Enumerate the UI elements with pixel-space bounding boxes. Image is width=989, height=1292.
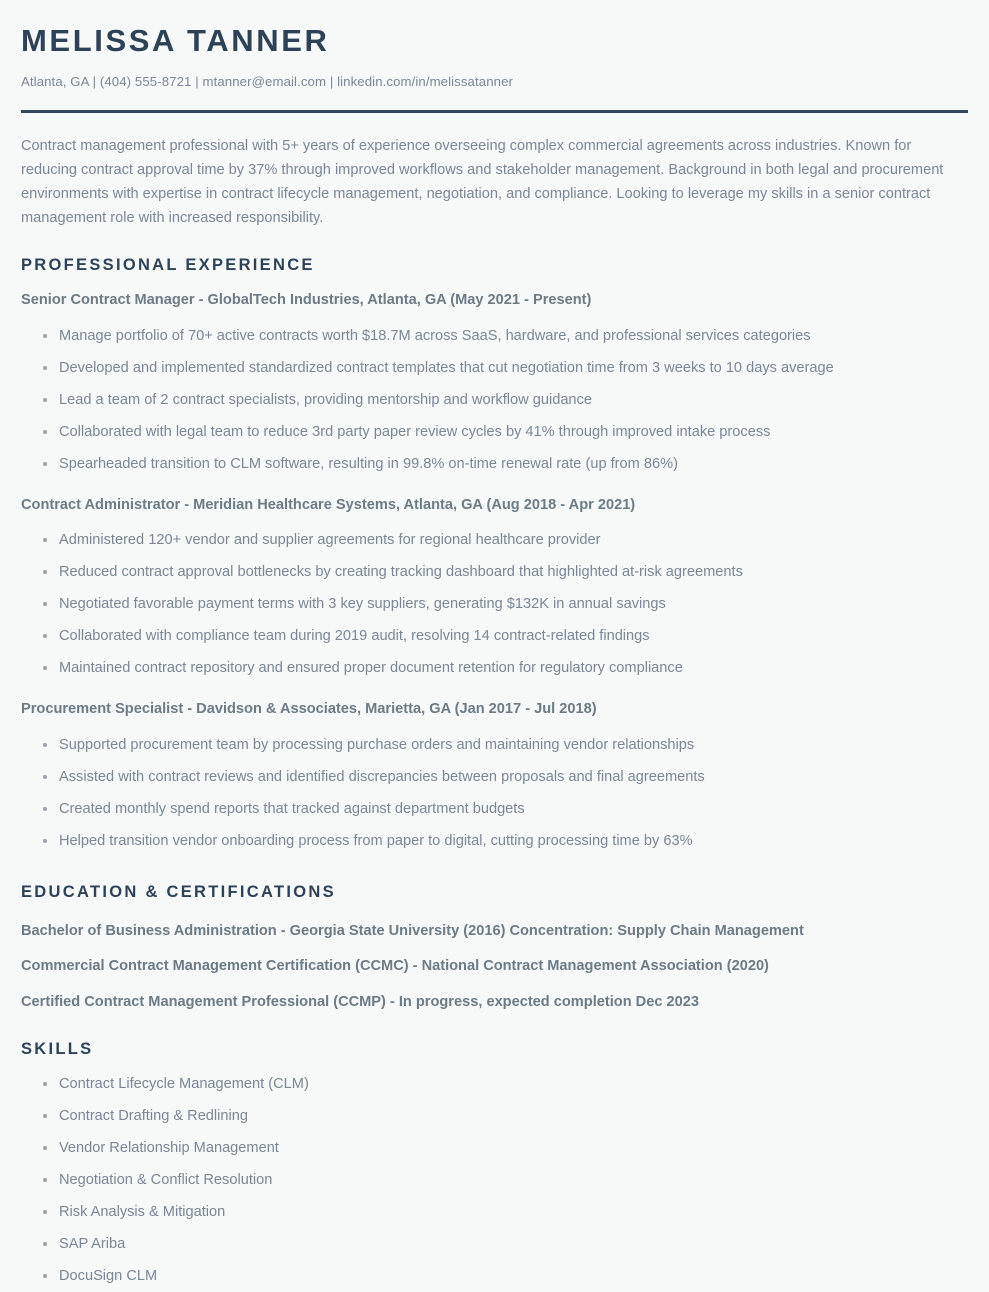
list-item [21,384,968,416]
bullet-icon [43,462,47,466]
list-item-text: DocuSign CLM [59,1268,158,1285]
professional-summary: Contract management professional with 5+ years of experience overseeing complex commercial agreements across industries. Known for reducing contract approval time by 37% through improved workflows and stakeholder management. Background in both legal and procurement environments with expertise in contract lifecycle management, negotiation, and compliance. Looking to leverage my skills in a senior contract management role with increased responsibility. [21,137,944,226]
section-heading-experience: PROFESSIONAL EXPERIENCE [21,255,315,274]
bullet-icon [43,634,47,638]
section-heading-education: EDUCATION & CERTIFICATIONS [21,882,336,901]
list-item [21,1196,968,1228]
list-item [21,1132,968,1164]
list-item-text: Contract Drafting & Redlining [59,1108,248,1125]
job-title: Contract Administrator - Meridian Healthcare Systems, Atlanta, GA (Aug 2018 - Apr 2021) [21,496,636,513]
education-entry: Bachelor of Business Administration - Georgia State University (2016) Concentration: Supply Chain Management [21,922,804,939]
list-item [21,1100,968,1132]
list-item-text: Collaborated with compliance team during 2019 audit, resolving 14 contract-related findings [59,628,650,645]
list-item-text: Maintained contract repository and ensured proper document retention for regulatory compliance [59,660,683,677]
experience-entry [21,700,968,857]
skills-list [21,1068,968,1292]
list-item-text: Administered 120+ vendor and supplier agreements for regional healthcare provider [59,532,601,549]
list-item-text: Supported procurement team by processing purchase orders and maintaining vendor relationships [59,736,695,753]
list-item-text: Negotiation & Conflict Resolution [59,1172,273,1189]
contact-line: Atlanta, GA | (404) 555-8721 | mtanner@email.com | linkedin.com/in/melissatanner [21,73,513,89]
list-item-text: Developed and implemented standardized contract templates that cut negotiation time from 3 weeks to 10 days average [59,359,834,376]
list-item-text: Spearheaded transition to CLM software, resulting in 99.8% on-time renewal rate (up from 86%) [59,455,678,472]
list-item-text: Assisted with contract reviews and identified discrepancies between proposals and final agreements [59,768,705,785]
bullet-icon [43,538,47,542]
list-item-text: Contract Lifecycle Management (CLM) [59,1076,309,1093]
list-item-text: Collaborated with legal team to reduce 3rd party paper review cycles by 41% through improved intake process [59,423,771,440]
list-item-text: Created monthly spend reports that tracked against department budgets [59,800,525,817]
bullet-icon [43,398,47,402]
education-entry: Certified Contract Management Professional (CCMP) - In progress, expected completion Dec 2023 [21,993,699,1010]
bullet-icon [43,366,47,370]
section-heading-skills: SKILLS [21,1040,94,1059]
list-item [21,793,968,825]
list-item-text: Risk Analysis & Mitigation [59,1204,226,1221]
list-item [21,524,968,556]
list-item [21,729,968,761]
list-item [21,825,968,857]
list-item [21,416,968,448]
list-item [21,1068,968,1100]
bullet-icon [43,1242,47,1246]
list-item-text: Helped transition vendor onboarding process from paper to digital, cutting processing time by 63% [59,832,693,849]
job-title: Senior Contract Manager - GlobalTech Industries, Atlanta, GA (May 2021 - Present) [21,291,592,308]
list-item-text: SAP Ariba [59,1236,126,1253]
bullet-icon [43,1082,47,1086]
bullet-icon [43,666,47,670]
job-title: Procurement Specialist - Davidson & Associates, Marietta, GA (Jan 2017 - Jul 2018) [21,701,597,718]
list-item [21,448,968,480]
list-item-text: Negotiated favorable payment terms with 3 key suppliers, generating $132K in annual savings [59,596,666,613]
bullet-icon [43,570,47,574]
bullet-icon [43,430,47,434]
list-item [21,352,968,384]
bullet-icon [43,807,47,811]
list-item [21,1228,968,1260]
list-item-text: Lead a team of 2 contract specialists, providing mentorship and workflow guidance [59,391,592,408]
bullet-icon [43,334,47,338]
bullet-icon [43,1210,47,1214]
education-entry: Commercial Contract Management Certification (CCMC) - National Contract Management Association (2020) [21,958,769,975]
list-item [21,556,968,588]
list-item [21,620,968,652]
bullet-icon [43,1178,47,1182]
job-bullet-list [21,729,968,857]
page-title: MELISSA TANNER [21,23,330,58]
bullet-icon [43,839,47,843]
list-item [21,652,968,684]
header-divider [21,110,968,113]
list-item-text: Reduced contract approval bottlenecks by creating tracking dashboard that highlighted at-risk agreements [59,564,743,581]
job-bullet-list [21,524,968,684]
job-bullet-list [21,320,968,480]
bullet-icon [43,743,47,747]
bullet-icon [43,1274,47,1278]
list-item-text: Vendor Relationship Management [59,1140,279,1157]
list-item [21,1164,968,1196]
list-item [21,588,968,620]
experience-entry [21,496,968,685]
list-item [21,1260,968,1292]
list-item-text: Manage portfolio of 70+ active contracts worth $18.7M across SaaS, hardware, and professional services categories [59,327,811,344]
bullet-icon [43,1146,47,1150]
bullet-icon [43,1114,47,1118]
bullet-icon [43,602,47,606]
experience-entry [21,291,968,480]
bullet-icon [43,775,47,779]
list-item [21,320,968,352]
list-item [21,761,968,793]
